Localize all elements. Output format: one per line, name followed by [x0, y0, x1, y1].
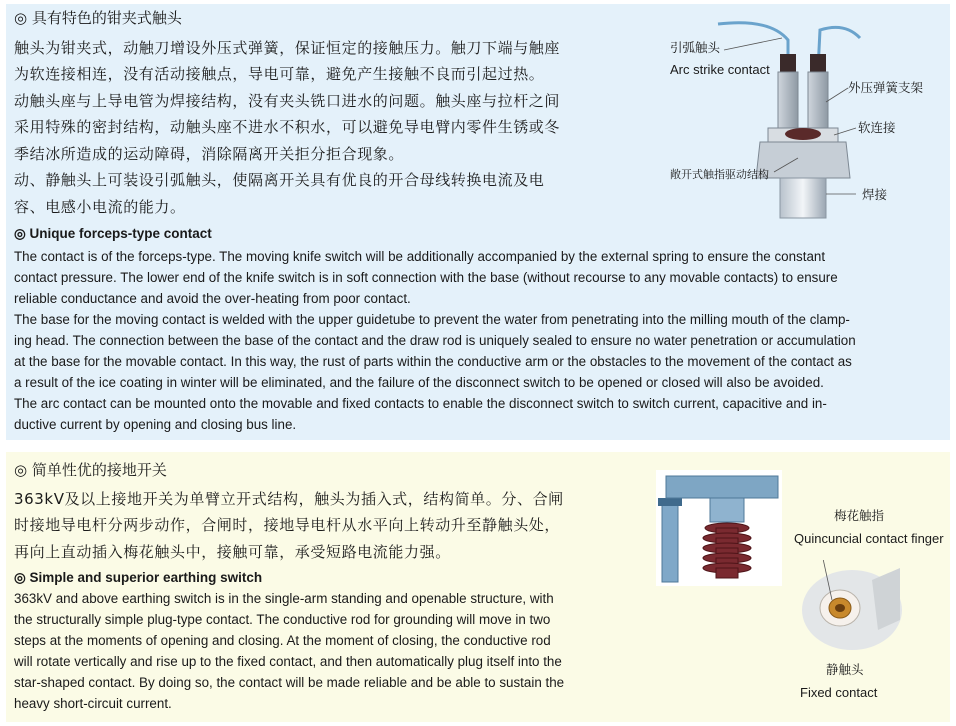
quincuncial-finger-cn-label: 梅花触指	[834, 508, 885, 523]
section1-cn-line: 季结冰所造成的运动障碍，消除隔离开关拒分拒合现象。	[14, 145, 405, 163]
earthing-switch-photo	[656, 470, 782, 586]
section1-en-title: ◎ Unique forceps-type contact	[14, 226, 212, 241]
section1-en-line: ductive current by opening and closing bus line.	[14, 417, 297, 432]
section2-cn-line: 时接地导电杆分两步动作，合闸时，接地导电杆从水平向上转动升至静触头处，	[14, 516, 561, 534]
arc-contact-en-label: Arc strike contact	[670, 62, 770, 77]
welding-label: 焊接	[862, 187, 888, 202]
soft-connection-label: 软连接	[858, 120, 896, 135]
section2-en-line: steps at the moments of opening and closing. At the moment of closing, the conductive rod	[14, 633, 551, 648]
section1-en-line: The arc contact can be mounted onto the movable and fixed contacts to enable the disconnect switch to switch current, capacitive and in-	[14, 396, 827, 411]
section1-en-line: ing head. The connection between the base of the contact and the draw rod is uniquely sealed to ensure no water penetration or accumulation	[14, 333, 856, 348]
section2-en-line: star-shaped contact. By doing so, the contact will be made reliable and be able to sustain the	[14, 675, 565, 690]
arc-contact-cn-label: 引弧触头	[670, 40, 721, 55]
section1-en-line: a result of the ice coating in winter will be eliminated, and the failure of the disconnect switch to be opened or closed will also be avoided.	[14, 375, 824, 390]
section2-cn-line: 363kV及以上接地开关为单臂立开式结构，触头为插入式，结构简单。分、合闸	[14, 490, 564, 508]
section1-en-line: contact pressure. The lower end of the knife switch is in soft connection with the base (without recourse to any movable contacts) to ensure	[14, 270, 838, 285]
section2-en-line: heavy short-circuit current.	[14, 696, 172, 711]
drive-structure-label: 敞开式触指驱动结构	[670, 168, 769, 181]
section1-en-line: reliable conductance and avoid the over-heating from poor contact.	[14, 291, 411, 306]
fixed-contact-cn-label: 静触头	[826, 662, 864, 677]
section1-en-line: at the base for the movable contact. In this way, the rust of parts within the conductive arm or the obstacles to the movement of the contact as	[14, 354, 852, 369]
section1-en-line: The base for the moving contact is welded with the upper guidetube to prevent the water from penetrating into the milling mouth of the clamp-	[14, 312, 850, 327]
fixed-contact-photo	[792, 560, 902, 656]
section1-cn-line: 动、静触头上可装设引弧触头，使隔离开关具有优良的开合母线转换电流及电	[14, 171, 545, 189]
section2-en-line: the structurally simple plug-type contact. The conductive rod for grounding will move in two	[14, 612, 551, 627]
section2-en-line: 363kV and above earthing switch is in the single-arm standing and openable structure, with	[14, 591, 554, 606]
section1-cn-line: 采用特殊的密封结构，动触头座不进水不积水，可以避免导电臂内零件生锈或冬	[14, 118, 561, 136]
section1-cn-title: ◎ 具有特色的钳夹式触头	[14, 9, 182, 27]
quincuncial-finger-en-label: Quincuncial contact finger	[794, 531, 944, 546]
fixed-contact-en-label: Fixed contact	[800, 685, 878, 700]
section1-cn-line: 容、电感小电流的能力。	[14, 198, 186, 216]
spring-support-label: 外压弹簧支架	[848, 80, 924, 95]
section2-en-title: ◎ Simple and superior earthing switch	[14, 570, 263, 585]
section2-cn-line: 再向上直动插入梅花触头中，接触可靠，承受短路电流能力强。	[14, 543, 451, 561]
section1-cn-line: 动触头座与上导电管为焊接结构，没有夹头铣口进水的问题。触头座与拉杆之间	[14, 92, 561, 110]
section2-cn-title: ◎ 简单性优的接地开关	[14, 461, 167, 479]
section1-cn-line: 触头为钳夹式，动触刀增设外压式弹簧，保证恒定的接触压力。触刀下端与触座	[14, 39, 561, 57]
section2-en-line: will rotate vertically and rise up to the fixed contact, and then automatically plug itself into the	[14, 654, 562, 669]
section1-cn-line: 为软连接相连，没有活动接触点，导电可靠，避免产生接触不良而引起过热。	[14, 65, 545, 83]
section1-en-line: The contact is of the forceps-type. The moving knife switch will be additionally accompanied by the external spring to ensure the constant	[14, 249, 826, 264]
